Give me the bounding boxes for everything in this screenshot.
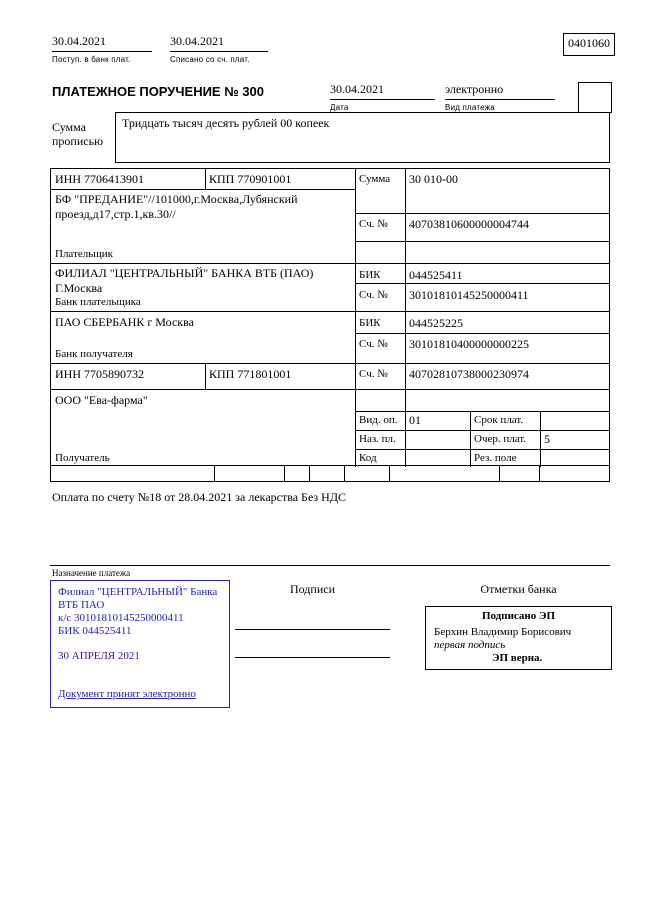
payment-kind-field: электронно [445, 82, 555, 100]
payer-bank-name: ФИЛИАЛ "ЦЕНТРАЛЬНЫЙ" БАНКА ВТБ (ПАО) Г.Москва [55, 266, 314, 295]
purpose-code-label: Наз. пл. [359, 433, 396, 445]
stamp-bank-name-line2: ВТБ ПАО [58, 599, 105, 611]
bank-marks-title: Отметки банка [480, 582, 557, 596]
payer-inn: ИНН 7706413901 [55, 172, 144, 186]
payer-bank-account-label: Сч. № [359, 289, 388, 301]
op-kind-value: 01 [409, 413, 421, 427]
grid-line [355, 283, 609, 284]
payer-account-value: 40703810600000004744 [409, 217, 529, 231]
grid-line [355, 449, 609, 450]
grid-line [51, 263, 609, 264]
payer-section-label: Плательщик [55, 248, 113, 260]
grid-line [355, 213, 609, 214]
signature-line [235, 629, 390, 630]
document-date-label: Дата [330, 103, 349, 112]
detail-cell [310, 466, 345, 481]
payee-section-label: Получатель [55, 452, 110, 464]
ep-verified-text: ЭП верна. [492, 652, 543, 664]
document-title: ПЛАТЕЖНОЕ ПОРУЧЕНИЕ № 300 [52, 84, 265, 99]
debited-date-field: 30.04.2021 [170, 34, 268, 52]
detail-cell [390, 466, 500, 481]
payee-bank-account: 30101810400000000225 [409, 337, 529, 351]
payee-bank-bik: 044525225 [409, 316, 463, 330]
amount-words-box [115, 112, 610, 163]
stamp-corr-account: к/с 30101810145250000411 [58, 612, 184, 624]
stamp-bik: БИК 044525411 [58, 625, 132, 637]
grid-line [355, 333, 609, 334]
ep-signer-name: Берхин Владимир Борисович [434, 626, 572, 638]
grid-line [51, 363, 609, 364]
payee-kpp: КПП 771801001 [209, 367, 292, 381]
detail-cell [215, 466, 285, 481]
detail-cell [345, 466, 390, 481]
payee-account-label: Сч. № [359, 368, 388, 380]
payee-inn: ИНН 7705890732 [55, 367, 144, 381]
grid-line [205, 363, 206, 389]
payment-purpose-label: Назначение платежа [52, 568, 131, 578]
payee-bank-section-label: Банк получателя [55, 348, 133, 360]
form-type-box [578, 82, 612, 113]
ep-signed-title: Подписано ЭП [481, 610, 556, 622]
signature-line [235, 657, 390, 658]
received-date-label: Поступ. в банк плат. [52, 55, 131, 64]
received-date-field: 30.04.2021 [52, 34, 152, 52]
signatures-title: Подписи [289, 582, 336, 596]
priority-value: 5 [544, 432, 550, 446]
amount-words-label-line1: Сумма [52, 120, 86, 134]
reserve-field-label: Рез. поле [474, 452, 517, 464]
payee-bank-name: ПАО СБЕРБАНК г Москва [55, 315, 194, 329]
payment-kind-label: Вид платежа [445, 103, 495, 112]
stamp-date: 30 АПРЕЛЯ 2021 [58, 650, 140, 662]
amount-label: Сумма [359, 173, 391, 185]
code-label: Код [359, 452, 377, 464]
payer-account-label: Сч. № [359, 218, 388, 230]
detail-cell [51, 466, 215, 481]
detail-cell [540, 466, 609, 481]
payer-bank-account: 30101810145250000411 [409, 288, 529, 302]
budget-detail-row [50, 466, 610, 482]
grid-line [355, 411, 609, 412]
grid-line [51, 311, 609, 312]
grid-line [205, 169, 206, 189]
amount-words-label-line2: прописью [52, 134, 104, 148]
payer-bank-section-label: Банк плательщика [55, 296, 141, 308]
amount-words-value: Тридцать тысяч десять рублей 00 копеек [122, 116, 330, 130]
form-code-box: 0401060 [563, 33, 615, 56]
payee-bank-bik-label: БИК [359, 317, 381, 329]
detail-cell [500, 466, 540, 481]
payer-bank-bik-label: БИК [359, 269, 381, 281]
payee-name: ООО "Ева-фарма" [55, 393, 148, 407]
ep-signature-kind: первая подпись [434, 639, 506, 651]
payment-purpose-text: Оплата по счету №18 от 28.04.2021 за лекарства Без НДС [52, 490, 347, 504]
grid-line [540, 411, 541, 467]
op-kind-label: Вид. оп. [359, 414, 398, 426]
due-date-label: Срок плат. [474, 414, 524, 426]
debited-date-label: Списано со сч. плат. [170, 55, 250, 64]
requisites-table [50, 168, 610, 466]
grid-line [51, 189, 355, 190]
priority-label: Очер. плат. [474, 433, 527, 445]
grid-line [51, 389, 609, 390]
amount-value: 30 010-00 [409, 172, 458, 186]
stamp-bank-name-line1: Филиал "ЦЕНТРАЛЬНЫЙ" Банка [58, 586, 218, 598]
grid-line [470, 411, 471, 467]
stamp-footer: Документ принят электронно [58, 688, 196, 700]
purpose-line [50, 565, 610, 566]
bank-stamp [50, 580, 230, 708]
payer-name: БФ "ПРЕДАНИЕ"//101000,г.Москва,Лубянский проезд,д17,стр.1,кв.30// [55, 192, 298, 221]
grid-line [355, 430, 609, 431]
payee-bank-account-label: Сч. № [359, 338, 388, 350]
payer-kpp: КПП 770901001 [209, 172, 292, 186]
document-date-field: 30.04.2021 [330, 82, 435, 100]
payee-account-value: 40702810738000230974 [409, 367, 529, 381]
detail-cell [285, 466, 310, 481]
payer-bank-bik: 044525411 [409, 268, 463, 282]
grid-line [355, 241, 609, 242]
electronic-signature-box [425, 606, 612, 670]
